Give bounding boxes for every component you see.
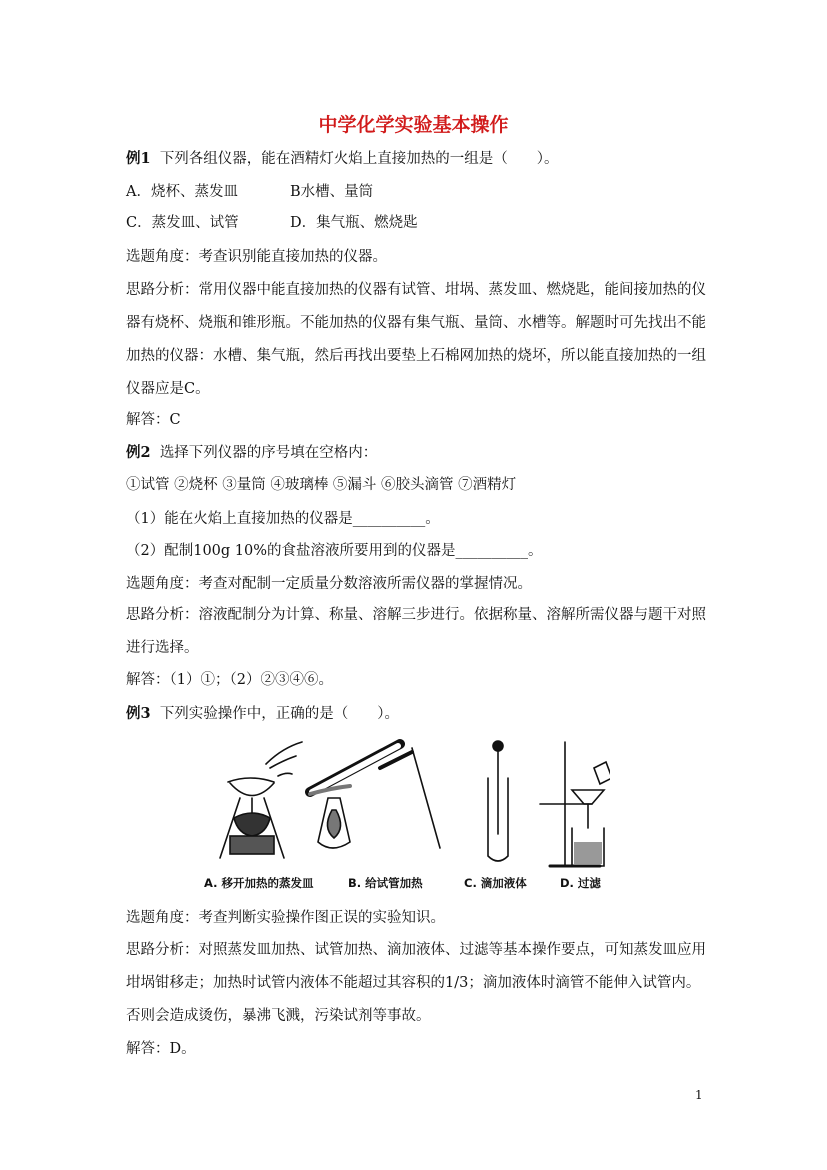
- example-3-analysis-1: 思路分析：对照蒸发皿加热、试管加热、滴加液体、过滤等基本操作要点，可知蒸发皿应用: [126, 942, 706, 958]
- figure-c-dropper: [488, 741, 508, 861]
- figure-caption-b: B. 给试管加热: [348, 876, 423, 890]
- example-2-angle: 选题角度：考查对配制一定质量分数溶液所需仪器的掌握情况。: [126, 576, 532, 592]
- option-b: B水槽、量筒: [290, 184, 374, 200]
- example-1-answer: 解答：C: [126, 412, 181, 428]
- example-3-answer: 解答：D。: [126, 1041, 196, 1057]
- example-2-q2: （2）配制100g 10%的食盐溶液所要用到的仪器是__________。: [126, 543, 543, 559]
- example-3-angle: 选题角度：考查判断实验操作图正误的实验知识。: [126, 910, 445, 926]
- example-1-analysis-1: 思路分析：常用仪器中能直接加热的仪器有试管、坩埚、蒸发皿、燃烧匙，能间接加热的仪: [126, 282, 706, 298]
- example-1-analysis-4: 仪器应是C。: [126, 381, 210, 397]
- example-1-angle: 选题角度：考查识别能直接加热的仪器。: [126, 249, 387, 265]
- lab-operations-figure: [200, 738, 610, 898]
- figure-caption-a: A. 移开加热的蒸发皿: [204, 876, 314, 890]
- figure-a-evaporating-dish: [220, 742, 302, 858]
- example-3-label: 例3: [126, 705, 151, 722]
- example-3-analysis-3: 否则会造成烫伤，暴沸飞溅，污染试剂等事故。: [126, 1008, 431, 1024]
- example-1-question: [126, 149, 706, 169]
- example-2-answer: 解答：（1）①；（2）②③④⑥。: [126, 672, 333, 688]
- option-a: A．烧杯、蒸发皿: [126, 184, 238, 200]
- example-3-text: 下列实验操作中，正确的是（ ）。: [159, 706, 400, 722]
- example-2-analysis-2: 进行选择。: [126, 640, 199, 656]
- example-1-analysis-2: 器有烧杯、烧瓶和锥形瓶。不能加热的仪器有集气瓶、量筒、水槽等。解题时可先找出不能: [126, 315, 706, 331]
- option-d: D．集气瓶、燃烧匙: [290, 215, 418, 231]
- example-1-options-row2: [126, 213, 706, 233]
- figure-caption-c: C. 滴加液体: [464, 876, 527, 890]
- example-1-text: 下列各组仪器，能在酒精灯火焰上直接加热的一组是（ ）。: [159, 151, 559, 167]
- example-2-q1: （1）能在火焰上直接加热的仪器是__________。: [126, 511, 440, 527]
- figure-d-filtration: [540, 742, 610, 866]
- example-1-options-row1: [126, 182, 706, 202]
- example-2-analysis-1: 思路分析：溶液配制分为计算、称量、溶解三步进行。依据称量、溶解所需仪器与题干对照: [126, 607, 706, 623]
- example-2-items: ①试管 ②烧杯 ③量筒 ④玻璃棒 ⑤漏斗 ⑥胶头滴管 ⑦酒精灯: [126, 477, 517, 493]
- example-2-label: 例2: [126, 444, 151, 461]
- option-c: C．蒸发皿、试管: [126, 215, 239, 231]
- example-3-question: [126, 704, 706, 724]
- figure-b-test-tube-heating: [310, 744, 440, 848]
- page-title: 中学化学实验基本操作: [318, 114, 509, 136]
- example-1-label: 例1: [126, 150, 151, 167]
- figure-caption-d: D. 过滤: [560, 876, 601, 890]
- example-3-analysis-2: 坩埚钳移走；加热时试管内液体不能超过其容积的1/3；滴加液体时滴管不能伸入试管内。: [126, 975, 701, 991]
- page-number: 1: [695, 1088, 703, 1102]
- example-1-analysis-3: 加热的仪器：水槽、集气瓶，然后再找出要垫上石棉网加热的烧坏，所以能直接加热的一组: [126, 348, 706, 364]
- example-2-text: 选择下列仪器的序号填在空格内：: [159, 445, 378, 461]
- example-2-question: [126, 443, 706, 463]
